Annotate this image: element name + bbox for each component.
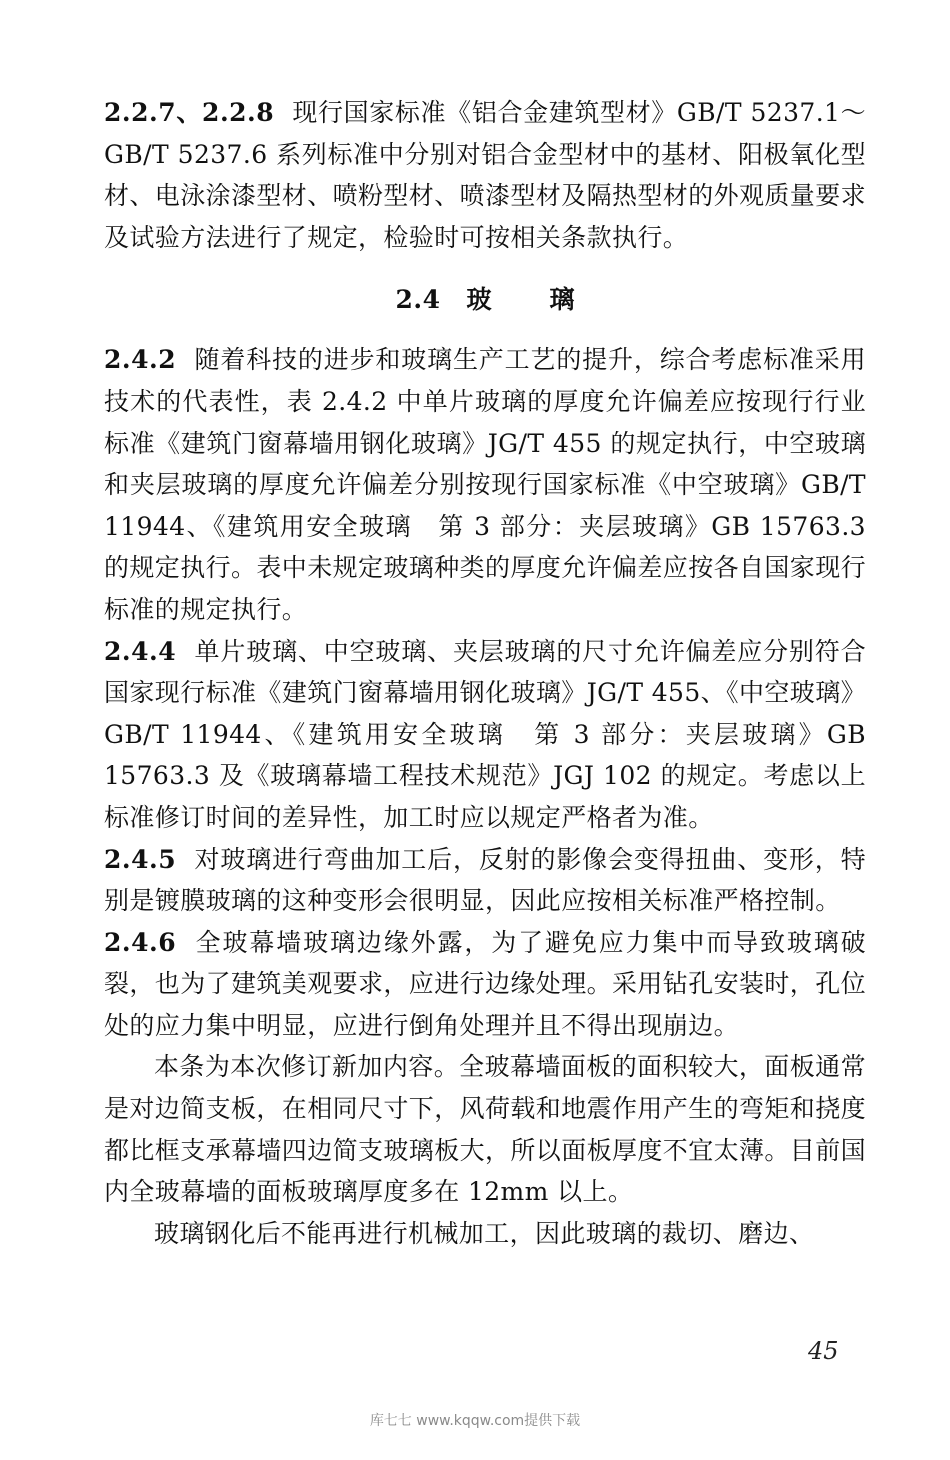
- section-heading: [104, 279, 866, 320]
- body-paragraph: 玻璃钢化后不能再进行机械加工，因此玻璃的裁切、磨边、: [154, 1218, 815, 1248]
- clause-number: 2.4.2: [104, 345, 177, 375]
- section-title: 玻璃: [466, 285, 633, 315]
- clause-text: 全玻幕墙玻璃边缘外露，为了避免应力集中而导致玻璃破裂，也为了建筑美观要求，应进行边缘处理。采用钻孔安装时，孔位处的应力集中明显，应进行倒角处理并且不得出现崩边。: [104, 927, 867, 1040]
- body-paragraph: 本条为本次修订新加内容。全玻幕墙面板的面积较大，面板通常是对边简支板，在相同尺寸下，风荷载和地震作用产生的弯矩和挠度都比框支承幕墙四边简支玻璃板大，所以面板厚度不宜太薄。目前国内全玻幕墙的面板玻璃厚度多在 12mm 以上。: [104, 1052, 867, 1207]
- clause-text: 单片玻璃、中空玻璃、夹层玻璃的尺寸允许偏差应分别符合国家现行标准《建筑门窗幕墙用钢化玻璃》JG/T 455、《中空玻璃》GB/T 11944、《建筑用安全玻璃 第 3 部分：夹层玻璃》GB 15763.3 及《玻璃幕墙工程技术规范》JGJ 102 的规定。考虑以上标准修订时间的差异性，加工时应以规定严格者为准。: [104, 636, 866, 832]
- clause-number: 2.4.4: [104, 636, 177, 666]
- page-content: [104, 92, 866, 1254]
- section-number: 2.4: [395, 285, 441, 315]
- clause-number: 2.4.5: [104, 844, 177, 874]
- footer-watermark: 库七七 www.kqqw.com提供下载: [369, 1413, 581, 1429]
- clause-number: 2.4.6: [104, 927, 177, 957]
- clause-2-2-7-2-2-8: [104, 92, 866, 258]
- clause-2-4-6: [104, 922, 866, 1047]
- clause-number: 2.2.7、2.2.8: [104, 98, 275, 127]
- clause-2-4-2: [104, 339, 866, 630]
- clause-text: 随着科技的进步和玻璃生产工艺的提升，综合考虑标准采用技术的代表性，表 2.4.2 中单片玻璃的厚度允许偏差应按现行行业标准《建筑门窗幕墙用钢化玻璃》JG/T 455 的规定执行，中空玻璃和夹层玻璃的厚度允许偏差分别按现行国家标准《中空玻璃》GB/T 11944、《建筑用安全玻璃 第 3 部分：夹层玻璃》GB 15763.3 的规定执行。表中未规定玻璃种类的厚度允许偏差应按各自国家现行标准的规定执行。: [104, 345, 867, 624]
- clause-2-4-4: [104, 631, 866, 839]
- page-number: 45: [808, 1337, 839, 1365]
- clause-2-4-5: [104, 839, 866, 922]
- clause-text: 现行国家标准《铝合金建筑型材》GB/T 5237.1～GB/T 5237.6 系列标准中分别对铝合金型材中的基材、阳极氧化型材、电泳涂漆型材、喷粉型材、喷漆型材及隔热型材的外观质量要求及试验方法进行了规定，检验时可按相关条款执行。: [104, 98, 867, 252]
- clause-text: 对玻璃进行弯曲加工后，反射的影像会变得扭曲、变形，特别是镀膜玻璃的这种变形会很明显，因此应按相关标准严格控制。: [104, 844, 866, 916]
